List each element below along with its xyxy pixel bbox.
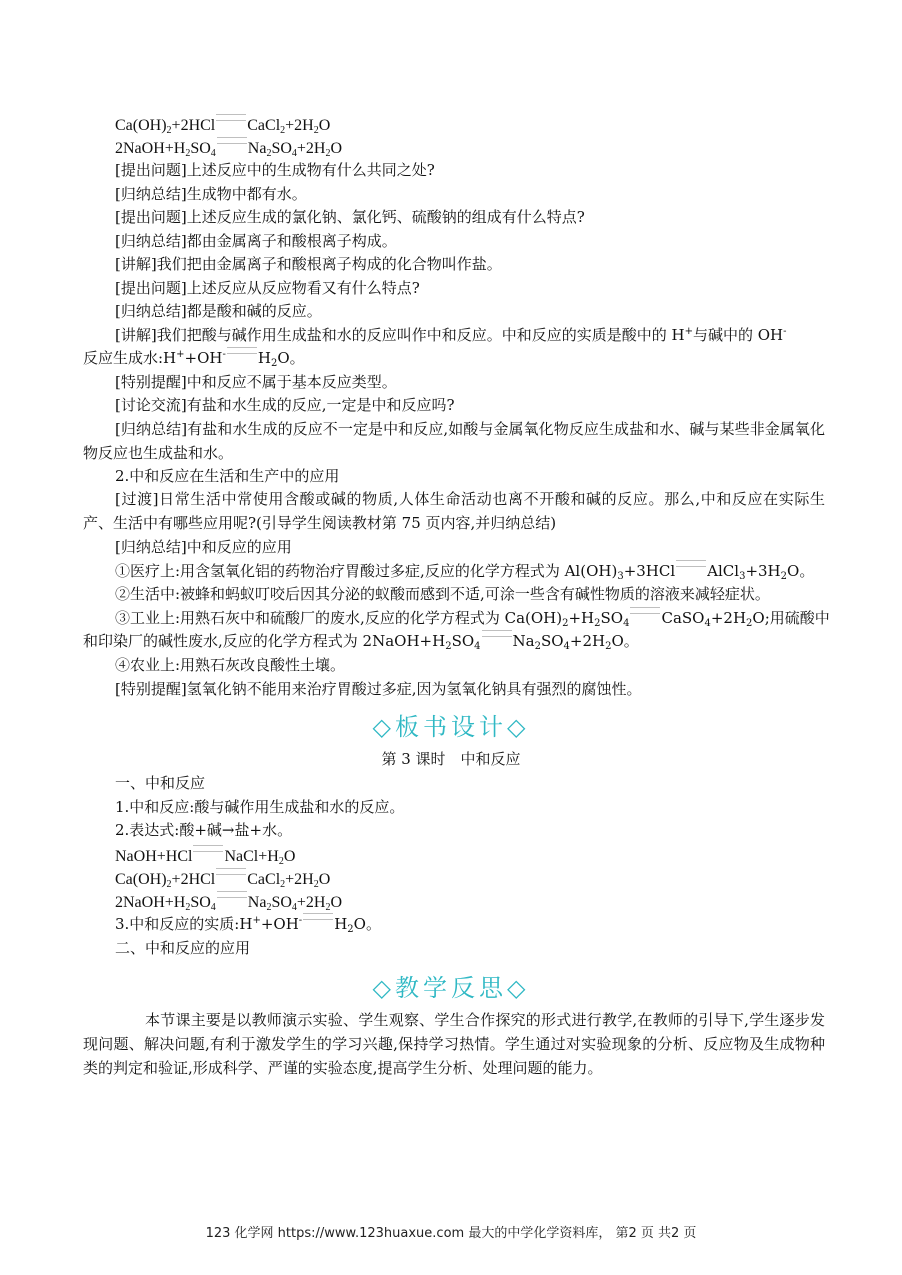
application-industry-line2: 和印染厂的碱性废水,反应的化学方程式为 $2NaOH+H_2SO_4$ $Na_2SO_4+2H_2O$。 [83, 632, 639, 652]
dialogue-line: [归纳总结]都是酸和碱的反应。 [115, 302, 322, 320]
equals-arrow-icon [676, 560, 706, 567]
dialogue-line: [归纳总结]都由金属离子和酸根离子构成。 [115, 232, 397, 250]
board-line: 2.表达式:酸+碱→盐+水。 [115, 821, 293, 839]
tip-special-2: [特别提醒]氢氧化钠不能用来治疗胃酸过多症,因为氢氧化钠具有强烈的腐蚀性。 [115, 680, 642, 698]
dialogue-line: [归纳总结]生成物中都有水。 [115, 185, 307, 203]
explain-neutralization-line1: [讲解]我们把酸与碱作用生成盐和水的反应叫作中和反应。中和反应的实质是酸中的 H+与碱中的 OH- [115, 326, 787, 344]
dialogue-line: [讲解]我们把由金属离子和酸根离子构成的化合物叫作盐。 [115, 255, 502, 273]
tip-special-1: [特别提醒]中和反应不属于基本反应类型。 [115, 373, 397, 391]
page-footer: 123 化学网 https://www.123huaxue.com 最大的中学化学资料库， 第2 页 共2 页 [205, 1226, 697, 1241]
board-line: 二、中和反应的应用 [115, 939, 251, 957]
section-title-applications: 2.中和反应在生活和生产中的应用 [115, 467, 340, 485]
application-medical: ①医疗上:用含氢氧化铝的药物治疗胃酸过多症,反应的化学方程式为 $Al(OH)_3+3HCl$ $AlCl_3+3H_2O$。 [115, 562, 815, 582]
application-industry-line1: ③工业上:用熟石灰中和硫酸厂的废水,反应的化学方程式为 $Ca(OH)_2+H_2SO_4$ $CaSO_4+2H_2O$;用硫酸中 [115, 609, 830, 629]
reflection-heading: ◇教学反思◇ [372, 974, 530, 1002]
dialogue-line: [提出问题]上述反应从反应物看又有什么特点? [115, 279, 420, 297]
dialogue-line: [提出问题]上述反应中的生成物有什么共同之处? [115, 161, 435, 179]
board-equation-naoh-hcl: NaOH+HCl $NaCl+H_2O$ [115, 845, 825, 868]
board-line: 一、中和反应 [115, 774, 206, 792]
discussion-line: [讨论交流]有盐和水生成的反应,一定是中和反应吗? [115, 396, 455, 414]
summary-title: [归纳总结]中和反应的应用 [115, 538, 292, 556]
equals-arrow-icon [303, 913, 333, 920]
equals-arrow-icon [216, 868, 246, 875]
equals-arrow-icon [630, 607, 660, 614]
dialogue-line: [提出问题]上述反应生成的氯化钠、氯化钙、硫酸钠的组成有什么特点? [115, 208, 585, 226]
board-equation-naoh-h2so4: $2NaOH+H_2SO_4$ $Na_2SO_4+2H_2O$ [115, 891, 825, 914]
equals-arrow-icon [482, 630, 512, 637]
board-design-heading: ◇板书设计◇ [372, 713, 530, 741]
transition-paragraph: [过渡]日常生活中常使用含酸或碱的物质,人体生命活动也离不开酸和碱的反应。那么,中和反应在实际生产、生活中有哪些应用呢?(引导学生阅读教材第 75 页内容,并归纳总结) [83, 490, 825, 532]
board-equation-caoh2-hcl: $Ca(OH)_2+2HCl$ $CaCl_2+2H_2O$ [115, 868, 825, 891]
explain-neutralization-line2: 反应生成水:H++OH- $H_2O$。 [83, 349, 305, 369]
equals-arrow-icon [193, 845, 223, 852]
application-agriculture: ④农业上:用熟石灰改良酸性土壤。 [115, 656, 346, 674]
lesson-subtitle: 第 3 课时 中和反应 [381, 750, 521, 768]
equation-caoh2-hcl: $Ca(OH)_2+2HCl$ $CaCl_2+2H_2O$ [115, 114, 825, 137]
equals-arrow-icon [227, 347, 257, 354]
reflection-paragraph: 本节课主要是以教师演示实验、学生观察、学生合作探究的形式进行教学,在教师的引导下,学生逐步发现问题、解决问题,有利于激发学生的学习兴趣,保持学习热情。学生通过对实验现象的分析、反应物及生成物种类的判定和验证,形成科学、严谨的实验态度,提高学生分析、处理问题的能力。 [83, 1011, 825, 1077]
equation-naoh-h2so4: $2NaOH+H_2SO_4$ $Na_2SO_4+2H_2O$ [115, 137, 825, 160]
application-daily-life: ②生活中:被蜂和蚂蚁叮咬后因其分泌的蚁酸而感到不适,可涂一些含有碱性物质的溶液来减轻症状。 [115, 585, 770, 603]
equals-arrow-icon [216, 114, 246, 121]
summary-paragraph: [归纳总结]有盐和水生成的反应不一定是中和反应,如酸与金属氧化物反应生成盐和水、碱与某些非金属氧化物反应也生成盐和水。 [83, 420, 825, 462]
equals-arrow-icon [217, 891, 247, 898]
board-essence-line: 3.中和反应的实质:H++OH- $H_2O$。 [115, 915, 381, 935]
equals-arrow-icon [217, 137, 247, 144]
board-line: 1.中和反应:酸与碱作用生成盐和水的反应。 [115, 798, 405, 816]
